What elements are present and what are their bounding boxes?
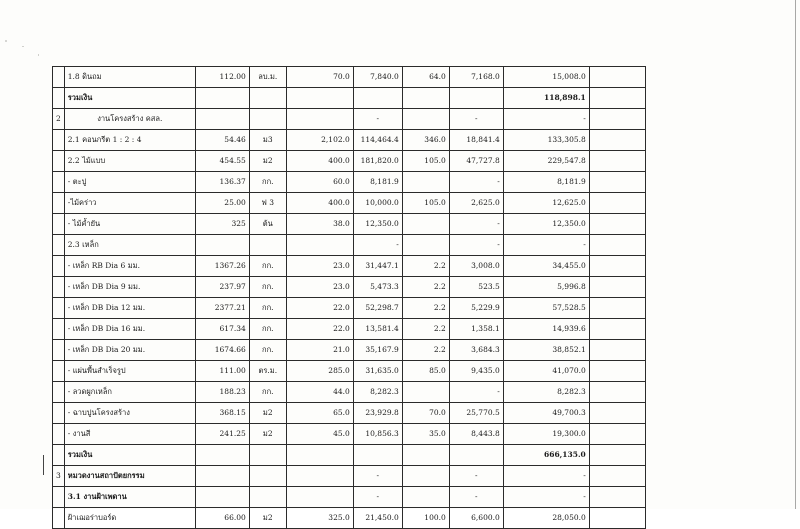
remark-cell [589,445,645,466]
unit-cell [249,235,286,256]
table-row [53,172,646,193]
table-row [53,256,646,277]
unit-cell: ตร.ม. [249,361,286,382]
material-unit-price-cell [286,109,353,130]
total-cost-cell: 14,939.6 [503,319,589,340]
material-total-cell: 10,856.3 [353,424,402,445]
item-number-cell: 3 [53,466,65,487]
quantity-cell: 1367.26 [195,256,249,277]
labor-unit-price-cell: 105.0 [402,193,449,214]
material-total-cell: 5,473.3 [353,277,402,298]
quantity-cell [195,88,249,109]
labor-total-cell: 3,008.0 [449,256,503,277]
material-total-cell: 8,181.9 [353,172,402,193]
labor-total-cell: - [449,235,503,256]
unit-cell [249,109,286,130]
quantity-cell: 1674.66 [195,340,249,361]
item-number-cell [53,277,65,298]
item-description-cell: - ไม้ค้ำยัน [64,214,195,235]
item-description-cell: 2.3 เหล็ก [64,235,195,256]
table-row [53,67,646,88]
item-number-cell: 2 [53,109,65,130]
labor-total-cell: 2,625.0 [449,193,503,214]
material-unit-price-cell: 22.0 [286,298,353,319]
total-cost-cell: 19,300.0 [503,424,589,445]
table-row [53,277,646,298]
item-description-cell: - ตะปู [64,172,195,193]
table-row [53,487,646,508]
material-total-cell: 35,167.9 [353,340,402,361]
total-cost-cell: 34,455.0 [503,256,589,277]
labor-unit-price-cell [402,487,449,508]
labor-unit-price-cell [402,109,449,130]
table-row [53,340,646,361]
item-description-cell: งานโครงสร้าง คสล. [64,109,195,130]
quantity-cell: 54.46 [195,130,249,151]
unit-cell: ม2 [249,403,286,424]
unit-cell: กก. [249,256,286,277]
item-number-cell [53,487,65,508]
labor-total-cell: - [449,214,503,235]
item-number-cell [53,256,65,277]
labor-unit-price-cell: 2.2 [402,298,449,319]
item-number-cell [53,319,65,340]
labor-unit-price-cell [402,382,449,403]
unit-cell: ม2 [249,151,286,172]
material-total-cell: - [353,487,402,508]
remark-cell [589,340,645,361]
total-cost-cell: 12,350.0 [503,214,589,235]
total-cost-cell: - [503,109,589,130]
quantity-cell: 617.34 [195,319,249,340]
subtotal-row [53,88,646,109]
material-unit-price-cell: 23.0 [286,277,353,298]
remark-cell [589,424,645,445]
labor-unit-price-cell: 2.2 [402,340,449,361]
labor-unit-price-cell: 64.0 [402,67,449,88]
remark-cell [589,193,645,214]
labor-total-cell: 7,168.0 [449,67,503,88]
remark-cell [589,88,645,109]
labor-total-cell: 523.5 [449,277,503,298]
material-unit-price-cell [286,445,353,466]
labor-total-cell: 25,770.5 [449,403,503,424]
unit-cell: กก. [249,298,286,319]
material-unit-price-cell: 23.0 [286,256,353,277]
table-row [53,151,646,172]
table-row [53,298,646,319]
item-number-cell [53,508,65,529]
labor-total-cell: 5,229.9 [449,298,503,319]
item-number-cell [53,445,65,466]
quantity-cell: 237.97 [195,277,249,298]
item-description-cell: - เหล็ก DB Dia 20 มม. [64,340,195,361]
table-row [53,214,646,235]
item-description-cell: - งานสี [64,424,195,445]
material-total-cell: 12,350.0 [353,214,402,235]
material-unit-price-cell [286,466,353,487]
item-description-cell: ฝ้าเฌอร่าบอร์ด [64,508,195,529]
subtotal-row [53,445,646,466]
quantity-cell: 112.00 [195,67,249,88]
total-cost-cell: - [503,487,589,508]
quantity-cell: 25.00 [195,193,249,214]
item-number-cell [53,340,65,361]
material-total-cell: - [353,235,402,256]
labor-total-cell: 3,684.3 [449,340,503,361]
quantity-cell [195,109,249,130]
labor-unit-price-cell: 2.2 [402,319,449,340]
total-cost-cell: 666,135.0 [503,445,589,466]
remark-cell [589,361,645,382]
material-total-cell: 52,298.7 [353,298,402,319]
table-row [53,424,646,445]
remark-cell [589,382,645,403]
material-total-cell: 23,929.8 [353,403,402,424]
item-description-cell: - เหล็ก DB Dia 9 มม. [64,277,195,298]
material-unit-price-cell: 45.0 [286,424,353,445]
labor-total-cell: - [449,487,503,508]
material-unit-price-cell: 285.0 [286,361,353,382]
labor-unit-price-cell [402,88,449,109]
labor-unit-price-cell: 105.0 [402,151,449,172]
material-unit-price-cell: 21.0 [286,340,353,361]
item-number-cell [53,235,65,256]
unit-cell [249,487,286,508]
labor-unit-price-cell: 2.2 [402,277,449,298]
remark-cell [589,130,645,151]
item-number-cell [53,88,65,109]
unit-cell: ม3 [249,130,286,151]
item-number-cell [53,382,65,403]
labor-unit-price-cell: 70.0 [402,403,449,424]
unit-cell: กก. [249,277,286,298]
material-total-cell: 31,635.0 [353,361,402,382]
unit-cell [249,466,286,487]
quantity-cell [195,235,249,256]
labor-unit-price-cell: 85.0 [402,361,449,382]
scan-speck [38,54,39,56]
remark-cell [589,172,645,193]
total-cost-cell: 38,852.1 [503,340,589,361]
table-row [53,130,646,151]
remark-cell [589,256,645,277]
material-unit-price-cell: 22.0 [286,319,353,340]
item-description-cell: 2.2 ไม้แบบ [64,151,195,172]
item-description-cell: 3.1 งานฝ้าเพดาน [64,487,195,508]
unit-cell: ฟ 3 [249,193,286,214]
material-unit-price-cell: 400.0 [286,151,353,172]
quantity-cell: 241.25 [195,424,249,445]
table-row [53,382,646,403]
total-cost-cell: 118,898.1 [503,88,589,109]
labor-unit-price-cell [402,172,449,193]
material-total-cell [353,445,402,466]
quantity-cell: 454.55 [195,151,249,172]
labor-total-cell: 18,841.4 [449,130,503,151]
remark-cell [589,466,645,487]
remark-cell [589,151,645,172]
item-number-cell [53,361,65,382]
item-description-cell: รวมเงิน [64,88,195,109]
material-unit-price-cell [286,487,353,508]
total-cost-cell: - [503,235,589,256]
labor-total-cell [449,445,503,466]
labor-unit-price-cell [402,235,449,256]
quantity-cell: 368.15 [195,403,249,424]
material-total-cell: 114,464.4 [353,130,402,151]
quantity-cell [195,445,249,466]
labor-unit-price-cell: 346.0 [402,130,449,151]
item-number-cell [53,403,65,424]
remark-cell [589,277,645,298]
item-description-cell: - ฉาบปูนโครงสร้าง [64,403,195,424]
unit-cell: กก. [249,340,286,361]
total-cost-cell: 49,700.3 [503,403,589,424]
labor-total-cell: 8,443.8 [449,424,503,445]
remark-cell [589,508,645,529]
material-unit-price-cell: 400.0 [286,193,353,214]
scan-speck [5,40,7,42]
unit-cell: กก. [249,319,286,340]
unit-cell: ม2 [249,424,286,445]
item-description-cell: 1.8 ดินถม [64,67,195,88]
total-cost-cell: 12,625.0 [503,193,589,214]
labor-unit-price-cell: 100.0 [402,508,449,529]
total-cost-cell: 8,282.3 [503,382,589,403]
total-cost-cell: 15,008.0 [503,67,589,88]
quantity-cell: 66.00 [195,508,249,529]
labor-total-cell: - [449,382,503,403]
table-row [53,319,646,340]
remark-cell [589,235,645,256]
table-row [53,235,646,256]
material-unit-price-cell: 2,102.0 [286,130,353,151]
unit-cell: ลบ.ม. [249,67,286,88]
table-row [53,361,646,382]
item-description-cell: - เหล็ก DB Dia 16 มม. [64,319,195,340]
item-description-cell: รวมเงิน [64,445,195,466]
material-total-cell: 181,820.0 [353,151,402,172]
item-number-cell [53,424,65,445]
item-description-cell: หมวดงานสถาปัตยกรรม [64,466,195,487]
material-total-cell: - [353,466,402,487]
labor-total-cell: 47,727.8 [449,151,503,172]
total-cost-cell: 57,528.5 [503,298,589,319]
labor-total-cell: 1,358.1 [449,319,503,340]
material-total-cell: 7,840.0 [353,67,402,88]
labor-total-cell: 9,435.0 [449,361,503,382]
boq-table [52,66,646,529]
unit-cell: ม2 [249,508,286,529]
total-cost-cell: 8,181.9 [503,172,589,193]
labor-unit-price-cell [402,466,449,487]
remark-cell [589,298,645,319]
material-total-cell: 8,282.3 [353,382,402,403]
margin-mark [43,455,49,475]
table-row [53,466,646,487]
material-unit-price-cell [286,88,353,109]
item-number-cell [53,151,65,172]
quantity-cell [195,487,249,508]
item-number-cell [53,172,65,193]
total-cost-cell: 41,070.0 [503,361,589,382]
remark-cell [589,487,645,508]
item-description-cell: - เหล็ก RB Dia 6 มม. [64,256,195,277]
item-description-cell: - เหล็ก DB Dia 12 มม. [64,298,195,319]
material-unit-price-cell: 38.0 [286,214,353,235]
material-total-cell: 31,447.1 [353,256,402,277]
item-number-cell [53,130,65,151]
item-number-cell [53,298,65,319]
unit-cell [249,445,286,466]
table-row [53,508,646,529]
labor-total-cell: 6,600.0 [449,508,503,529]
quantity-cell: 136.37 [195,172,249,193]
material-unit-price-cell: 44.0 [286,382,353,403]
total-cost-cell: 5,996.8 [503,277,589,298]
material-total-cell: - [353,109,402,130]
labor-unit-price-cell: 35.0 [402,424,449,445]
material-unit-price-cell: 325.0 [286,508,353,529]
remark-cell [589,319,645,340]
total-cost-cell: 133,305.8 [503,130,589,151]
boq-table-body [53,67,646,529]
remark-cell [589,109,645,130]
material-total-cell [353,88,402,109]
material-unit-price-cell: 65.0 [286,403,353,424]
remark-cell [589,214,645,235]
labor-unit-price-cell: 2.2 [402,256,449,277]
total-cost-cell: 229,547.8 [503,151,589,172]
table-row [53,403,646,424]
material-total-cell: 13,581.4 [353,319,402,340]
labor-total-cell: - [449,466,503,487]
material-unit-price-cell: 70.0 [286,67,353,88]
unit-cell: ต้น [249,214,286,235]
item-description-cell: - แผ่นพื้นสำเร็จรูป [64,361,195,382]
labor-total-cell: - [449,109,503,130]
item-description-cell: - ลวดผูกเหล็ก [64,382,195,403]
quantity-cell: 111.00 [195,361,249,382]
labor-unit-price-cell [402,445,449,466]
total-cost-cell: 28,050.0 [503,508,589,529]
quantity-cell: 325 [195,214,249,235]
labor-total-cell [449,88,503,109]
unit-cell [249,88,286,109]
total-cost-cell: - [503,466,589,487]
material-unit-price-cell [286,235,353,256]
material-total-cell: 21,450.0 [353,508,402,529]
remark-cell [589,403,645,424]
item-number-cell [53,193,65,214]
table-row [53,193,646,214]
page-edge [795,0,796,509]
item-description-cell: 2.1 คอนกรีต 1 : 2 : 4 [64,130,195,151]
labor-unit-price-cell [402,214,449,235]
quantity-cell: 2377.21 [195,298,249,319]
material-unit-price-cell: 60.0 [286,172,353,193]
item-number-cell [53,214,65,235]
scan-speck [22,46,24,47]
labor-total-cell: - [449,172,503,193]
unit-cell: กก. [249,172,286,193]
item-description-cell: -ไม้คร่าว [64,193,195,214]
item-number-cell [53,67,65,88]
quantity-cell: 188.23 [195,382,249,403]
quantity-cell [195,466,249,487]
material-total-cell: 10,000.0 [353,193,402,214]
unit-cell: กก. [249,382,286,403]
remark-cell [589,67,645,88]
table-row [53,109,646,130]
